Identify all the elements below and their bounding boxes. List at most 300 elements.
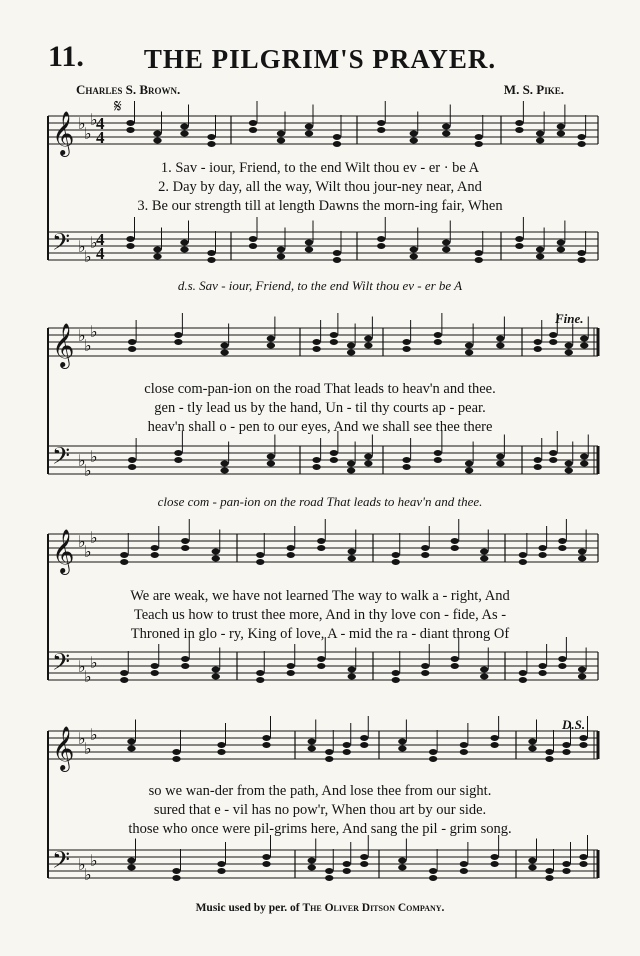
notehead xyxy=(429,868,437,874)
notehead xyxy=(496,336,504,342)
notehead xyxy=(325,749,333,755)
notehead xyxy=(475,134,483,140)
notehead xyxy=(180,240,188,246)
notehead xyxy=(325,875,333,881)
notehead xyxy=(220,461,228,467)
notehead xyxy=(277,254,285,260)
notehead xyxy=(534,339,542,345)
notehead xyxy=(496,454,504,460)
notehead xyxy=(207,257,215,263)
notehead xyxy=(579,742,587,748)
notehead xyxy=(217,868,225,874)
notehead xyxy=(333,134,341,140)
bass-clef-icon: 𝄢 xyxy=(52,648,71,681)
notehead xyxy=(465,350,473,356)
notehead xyxy=(212,667,220,673)
notehead xyxy=(549,339,557,345)
notehead xyxy=(392,677,400,683)
notehead xyxy=(557,131,565,137)
flat-icon: ♭ xyxy=(90,110,98,129)
notehead xyxy=(577,250,585,256)
notehead xyxy=(267,343,275,349)
notehead xyxy=(538,545,546,551)
notehead xyxy=(287,552,295,558)
notehead xyxy=(343,861,351,867)
notehead xyxy=(333,257,341,263)
flat-icon: ♭ xyxy=(90,528,98,547)
notehead xyxy=(421,670,429,676)
notehead xyxy=(172,868,180,874)
verse-2-line-3: Teach us how to trust thee more, And in thy love con - fide, As - xyxy=(133,607,507,623)
verse-2-line-4: sured that e - vil has no pow'r, When thou art by our side. xyxy=(153,802,487,818)
notehead xyxy=(515,127,523,133)
verse-2-line-2: gen - tly lead us by the hand, Un - til thy courts ap - pear. xyxy=(154,400,486,416)
notehead xyxy=(465,468,473,474)
flat-icon: ♭ xyxy=(90,725,98,744)
ds-lyric-line: d.s. Sav - iour, Friend, to the end Wilt thou ev - er be A xyxy=(177,278,463,293)
notehead xyxy=(207,250,215,256)
notehead xyxy=(312,464,320,470)
notehead xyxy=(475,257,483,263)
flat-icon: ♭ xyxy=(78,729,86,748)
notehead xyxy=(212,549,220,555)
notehead xyxy=(256,677,264,683)
notehead xyxy=(410,131,418,137)
footer-prefix: Music used by per. of xyxy=(195,902,300,914)
notehead xyxy=(442,131,450,137)
notehead xyxy=(536,247,544,253)
notehead xyxy=(277,247,285,253)
treble-clef-icon: 𝄞 xyxy=(52,726,75,770)
notehead xyxy=(317,545,325,551)
notehead xyxy=(312,339,320,345)
notehead xyxy=(151,670,159,676)
notehead xyxy=(392,670,400,676)
notehead xyxy=(392,559,400,565)
hymn-title: THE PILGRIM'S PRAYER. xyxy=(143,44,497,74)
notehead xyxy=(305,131,313,137)
notehead xyxy=(398,739,406,745)
notehead xyxy=(410,254,418,260)
time-signature: 4 xyxy=(96,230,105,249)
notehead xyxy=(127,858,135,864)
notehead xyxy=(549,457,557,463)
notehead xyxy=(528,858,536,864)
notehead xyxy=(220,468,228,474)
notehead xyxy=(460,749,468,755)
notehead xyxy=(317,663,325,669)
notehead xyxy=(330,457,338,463)
notehead xyxy=(256,559,264,565)
notehead xyxy=(277,138,285,144)
notehead xyxy=(347,350,355,356)
bass-clef-icon: 𝄢 xyxy=(52,228,71,261)
notehead xyxy=(333,141,341,147)
notehead xyxy=(181,663,189,669)
notehead xyxy=(490,742,498,748)
notehead xyxy=(305,247,313,253)
notehead xyxy=(126,243,134,249)
notehead xyxy=(348,667,356,673)
notehead xyxy=(515,236,523,242)
notehead xyxy=(490,854,498,860)
notehead xyxy=(534,346,542,352)
notehead xyxy=(256,670,264,676)
bass-clef-icon: 𝄢 xyxy=(52,442,71,475)
notehead xyxy=(287,663,295,669)
notehead xyxy=(480,667,488,673)
verse-1-line-3: We are weak, we have not learned The way to walk a - right, And xyxy=(130,588,510,604)
notehead xyxy=(536,131,544,137)
notehead xyxy=(180,124,188,130)
chorus-lyric-line: close com - pan-ion on the road That leads to heav'n and thee. xyxy=(157,494,483,509)
notehead xyxy=(172,749,180,755)
notehead xyxy=(262,854,270,860)
notehead xyxy=(519,559,527,565)
notehead xyxy=(277,131,285,137)
notehead xyxy=(360,735,368,741)
notehead xyxy=(317,538,325,544)
notehead xyxy=(127,746,135,752)
notehead xyxy=(580,336,588,342)
flat-icon: ♭ xyxy=(84,739,92,758)
notehead xyxy=(565,461,573,467)
footer-publisher: The Oliver Ditson Company. xyxy=(302,902,445,914)
notehead xyxy=(480,674,488,680)
notehead xyxy=(545,868,553,874)
flat-icon: ♭ xyxy=(78,114,86,133)
notehead xyxy=(421,545,429,551)
notehead xyxy=(153,254,161,260)
notehead xyxy=(545,875,553,881)
notehead xyxy=(308,746,316,752)
flat-icon: ♭ xyxy=(84,336,92,355)
notehead xyxy=(126,127,134,133)
notehead xyxy=(308,865,316,871)
notehead xyxy=(398,746,406,752)
notehead xyxy=(220,343,228,349)
notehead xyxy=(534,464,542,470)
notehead xyxy=(538,552,546,558)
notehead xyxy=(120,559,128,565)
notehead xyxy=(557,240,565,246)
notehead xyxy=(312,346,320,352)
notehead xyxy=(460,868,468,874)
notehead xyxy=(267,336,275,342)
notehead xyxy=(347,468,355,474)
notehead xyxy=(267,461,275,467)
notehead xyxy=(578,556,586,562)
notehead xyxy=(151,545,159,551)
notehead xyxy=(212,674,220,680)
notehead xyxy=(579,861,587,867)
notehead xyxy=(174,450,182,456)
notehead xyxy=(347,343,355,349)
notehead xyxy=(577,257,585,263)
notehead xyxy=(519,552,527,558)
notehead xyxy=(480,549,488,555)
notehead xyxy=(519,670,527,676)
notehead xyxy=(305,124,313,130)
notehead xyxy=(120,552,128,558)
notehead xyxy=(217,861,225,867)
notehead xyxy=(127,865,135,871)
notehead xyxy=(557,124,565,130)
notehead xyxy=(460,861,468,867)
notehead xyxy=(120,670,128,676)
notehead xyxy=(217,742,225,748)
notehead xyxy=(496,343,504,349)
flat-icon: ♭ xyxy=(78,451,86,470)
notehead xyxy=(451,656,459,662)
notehead xyxy=(377,120,385,126)
flat-icon: ♭ xyxy=(84,865,92,884)
flat-icon: ♭ xyxy=(90,653,98,672)
notehead xyxy=(580,454,588,460)
notehead xyxy=(402,464,410,470)
notehead xyxy=(557,247,565,253)
notehead xyxy=(287,670,295,676)
notehead xyxy=(519,677,527,683)
flat-icon: ♭ xyxy=(78,657,86,676)
notehead xyxy=(126,120,134,126)
notehead xyxy=(330,450,338,456)
notehead xyxy=(442,124,450,130)
notehead xyxy=(398,865,406,871)
notehead xyxy=(120,677,128,683)
notehead xyxy=(442,240,450,246)
verse-3-line-4: those who once were pil-grims here, And sang the pil - grim song. xyxy=(128,821,512,837)
notehead xyxy=(558,545,566,551)
notehead xyxy=(577,141,585,147)
flat-icon: ♭ xyxy=(84,247,92,266)
notehead xyxy=(180,131,188,137)
notehead xyxy=(325,756,333,762)
notehead xyxy=(565,350,573,356)
notehead xyxy=(220,350,228,356)
notehead xyxy=(558,656,566,662)
notehead xyxy=(434,332,442,338)
notehead xyxy=(377,127,385,133)
notehead xyxy=(212,556,220,562)
notehead xyxy=(330,332,338,338)
flat-icon: ♭ xyxy=(78,326,86,345)
notehead xyxy=(402,346,410,352)
treble-clef-icon: 𝄞 xyxy=(52,323,75,367)
notehead xyxy=(181,538,189,544)
notehead xyxy=(360,861,368,867)
notehead xyxy=(364,336,372,342)
notehead xyxy=(475,250,483,256)
notehead xyxy=(364,343,372,349)
notehead xyxy=(515,120,523,126)
notehead xyxy=(528,865,536,871)
notehead xyxy=(515,243,523,249)
notehead xyxy=(249,243,257,249)
notehead xyxy=(579,735,587,741)
notehead xyxy=(287,545,295,551)
composer-credit: M. S. Pike. xyxy=(503,82,564,97)
notehead xyxy=(360,854,368,860)
notehead xyxy=(174,332,182,338)
notehead xyxy=(402,339,410,345)
time-signature: 4 xyxy=(96,244,105,263)
notehead xyxy=(528,739,536,745)
verse-3-line-1: 3. Be our strength till at length Dawns the morn-ing fair, When xyxy=(137,198,503,214)
notehead xyxy=(348,556,356,562)
notehead xyxy=(343,742,351,748)
notehead xyxy=(262,861,270,867)
notehead xyxy=(429,749,437,755)
notehead xyxy=(536,254,544,260)
segno-icon: 𝄋 xyxy=(114,96,122,117)
notehead xyxy=(180,247,188,253)
notehead xyxy=(465,461,473,467)
notehead xyxy=(528,746,536,752)
notehead xyxy=(172,875,180,881)
notehead xyxy=(490,735,498,741)
notehead xyxy=(333,250,341,256)
verse-3-line-2: heav'n shall o - pen to our eyes, And we shall see thee there xyxy=(147,419,493,435)
notehead xyxy=(558,663,566,669)
notehead xyxy=(490,861,498,867)
notehead xyxy=(207,134,215,140)
flat-icon: ♭ xyxy=(90,447,98,466)
flat-icon: ♭ xyxy=(90,851,98,870)
time-signature: 4 xyxy=(96,128,105,147)
notehead xyxy=(496,461,504,467)
notehead xyxy=(480,556,488,562)
notehead xyxy=(128,339,136,345)
notehead xyxy=(562,742,570,748)
notehead xyxy=(580,461,588,467)
notehead xyxy=(181,545,189,551)
notehead xyxy=(538,670,546,676)
notehead xyxy=(410,138,418,144)
notehead xyxy=(308,858,316,864)
notehead xyxy=(360,742,368,748)
time-signature: 4 xyxy=(96,114,105,133)
notehead xyxy=(325,868,333,874)
flat-icon: ♭ xyxy=(84,667,92,686)
notehead xyxy=(249,236,257,242)
flat-icon: ♭ xyxy=(78,532,86,551)
notehead xyxy=(126,236,134,242)
notehead xyxy=(347,461,355,467)
notehead xyxy=(128,457,136,463)
notehead xyxy=(545,749,553,755)
notehead xyxy=(392,552,400,558)
notehead xyxy=(534,457,542,463)
notehead xyxy=(207,141,215,147)
notehead xyxy=(578,667,586,673)
notehead xyxy=(536,138,544,144)
notehead xyxy=(562,749,570,755)
notehead xyxy=(249,127,257,133)
verse-1-line-1: 1. Sav - iour, Friend, to the end Wilt thou ev - er · be A xyxy=(160,160,480,176)
notehead xyxy=(151,552,159,558)
notehead xyxy=(262,742,270,748)
notehead xyxy=(128,346,136,352)
notehead xyxy=(377,243,385,249)
notehead xyxy=(151,663,159,669)
notehead xyxy=(558,538,566,544)
notehead xyxy=(256,552,264,558)
notehead xyxy=(429,756,437,762)
notehead xyxy=(549,332,557,338)
notehead xyxy=(128,464,136,470)
flat-icon: ♭ xyxy=(84,461,92,480)
verse-2-line-1: 2. Day by day, all the way, Wilt thou jour-ney near, And xyxy=(158,179,482,195)
fine-marker: Fine. xyxy=(555,311,584,326)
notehead xyxy=(308,739,316,745)
notehead xyxy=(174,339,182,345)
notehead xyxy=(549,450,557,456)
notehead xyxy=(577,134,585,140)
ds-marker: D.S. xyxy=(562,717,586,732)
notehead xyxy=(451,545,459,551)
bass-clef-icon: 𝄢 xyxy=(52,846,71,879)
notehead xyxy=(153,247,161,253)
notehead xyxy=(451,538,459,544)
notehead xyxy=(364,454,372,460)
flat-icon: ♭ xyxy=(90,322,98,341)
copyright-footer xyxy=(0,902,640,914)
notehead xyxy=(343,868,351,874)
notehead xyxy=(442,247,450,253)
notehead xyxy=(343,749,351,755)
notehead xyxy=(348,674,356,680)
hymn-number: 11. xyxy=(48,40,84,73)
verse-1-line-4: so we wan-der from the path, And lose thee from our sight. xyxy=(148,783,492,799)
notehead xyxy=(249,120,257,126)
notehead xyxy=(153,131,161,137)
notehead xyxy=(330,339,338,345)
notehead xyxy=(578,674,586,680)
notehead xyxy=(172,756,180,762)
notehead xyxy=(153,138,161,144)
notehead xyxy=(377,236,385,242)
notehead xyxy=(562,861,570,867)
notehead xyxy=(127,739,135,745)
verse-3-line-3: Throned in glo - ry, King of love, A - mid the ra - diant throng Of xyxy=(130,626,510,642)
flat-icon: ♭ xyxy=(84,542,92,561)
notehead xyxy=(579,854,587,860)
notehead xyxy=(562,868,570,874)
notehead xyxy=(181,656,189,662)
notehead xyxy=(174,457,182,463)
notehead xyxy=(305,240,313,246)
notehead xyxy=(262,735,270,741)
notehead xyxy=(429,875,437,881)
notehead xyxy=(475,141,483,147)
flat-icon: ♭ xyxy=(78,855,86,874)
notehead xyxy=(421,663,429,669)
flat-icon: ♭ xyxy=(84,124,92,143)
treble-clef-icon: 𝄞 xyxy=(52,529,75,573)
notehead xyxy=(217,749,225,755)
notehead xyxy=(465,343,473,349)
notehead xyxy=(364,461,372,467)
notehead xyxy=(460,742,468,748)
notehead xyxy=(421,552,429,558)
notehead xyxy=(317,656,325,662)
notehead xyxy=(434,457,442,463)
flat-icon: ♭ xyxy=(90,233,98,252)
flat-icon: ♭ xyxy=(78,237,86,256)
notehead xyxy=(410,247,418,253)
notehead xyxy=(565,468,573,474)
